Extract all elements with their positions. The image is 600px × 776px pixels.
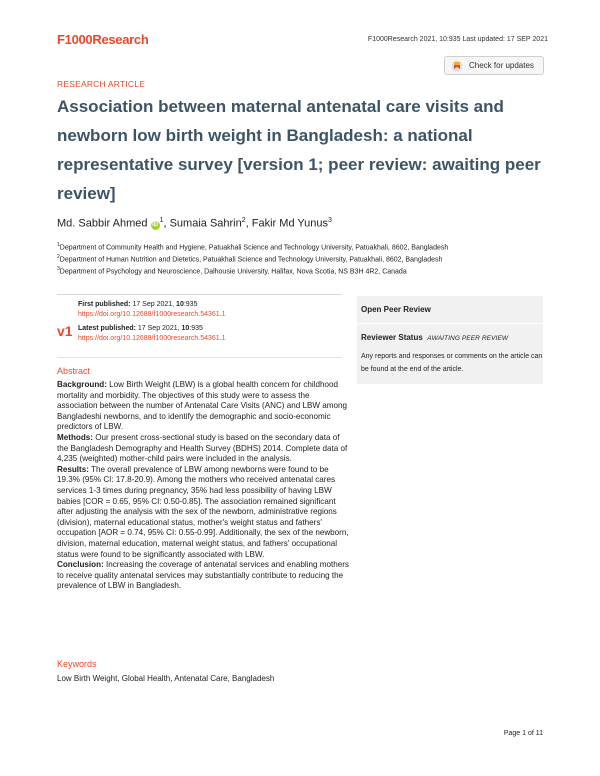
conclusion-label: Conclusion: — [57, 560, 104, 570]
reviewer-status-label: Reviewer Status — [361, 333, 423, 342]
affiliation-item — [57, 266, 407, 275]
first-published-row — [78, 300, 197, 310]
section-divider — [57, 294, 342, 295]
reviewer-status-value: AWAITING PEER REVIEW — [427, 335, 509, 342]
peer-review-note: Any reports and responses or comments on the article can be found at the end of the article. — [361, 353, 543, 373]
author-separator: , — [245, 217, 252, 230]
author-name[interactable]: Md. Sabbir Ahmed — [57, 217, 148, 230]
section-divider — [57, 357, 342, 358]
author-name[interactable]: Sumaia Sahrin — [169, 217, 242, 230]
abstract-results — [57, 465, 349, 560]
affiliation-number: 1 — [57, 242, 60, 248]
abstract-heading: Abstract — [57, 366, 91, 376]
latest-published-number: :935 — [189, 325, 203, 332]
affiliation-text: Department of Psychology and Neuroscience, Dalhousie University, Halifax, Nova Scotia, NS B3H 4R2, Canada — [59, 268, 407, 276]
results-text: The overall prevalence of LBW among newborns were found to be 19.3% (95% CI: 17.8-20.9). Among the mothers who received antenatal cares services 1-3 times during pregnancy, 35% had less possibility of having LBW babies [COR = 0.65, 95% CI: 0.50-0.85]. The association remained significant after adjusting the analysis with the sex of the newborn, administrative regions (division), maternal educational status, mother's weight status and fathers' occupation [AOR = 0.74, 95% CI: 0.55-0.99]. Additionally, the sex of the newborn, division, maternal education, maternal weight status, and fathers' occupational status were found to be significantly associated with LBW. — [57, 464, 349, 559]
check-for-updates-button[interactable] — [444, 56, 544, 75]
orcid-icon[interactable]: iD — [152, 221, 159, 228]
open-peer-review-title: Open Peer Review — [361, 305, 431, 314]
latest-published-date: 17 Sep 2021, — [135, 325, 182, 332]
methods-text: Our present cross-sectional study is based on the secondary data of the Bangladesh Demography and Health Survey (BDHS) 2014. Complete data of 4,235 (weighted) mother-child pairs were included in the analysis. — [57, 432, 348, 464]
keywords-heading: Keywords — [57, 659, 97, 669]
header-citation: F1000Research 2021, 10:935 Last updated: 17 SEP 2021 — [367, 36, 548, 43]
latest-published-volume: 10 — [181, 325, 190, 332]
methods-label: Methods: — [57, 432, 93, 442]
author-affil-number: 3 — [328, 217, 332, 224]
affiliation-number: 2 — [57, 254, 60, 260]
panel-divider — [357, 323, 543, 324]
background-label: Background: — [57, 380, 107, 389]
author-separator: , — [163, 217, 170, 230]
abstract-background — [57, 380, 349, 433]
check-for-updates-label: Check for updates — [469, 61, 534, 70]
affiliation-item — [57, 242, 448, 251]
results-label: Results: — [57, 464, 89, 474]
abstract-methods — [57, 433, 349, 465]
first-published-date: 17 Sep 2021, — [130, 301, 177, 308]
first-published-volume: 10 — [176, 301, 184, 308]
latest-published-doi-link[interactable]: https://doi.org/10.12688/f1000research.54361.1 — [78, 335, 226, 342]
crossmark-icon — [451, 60, 463, 72]
abstract-conclusion — [57, 560, 349, 592]
keywords-text: Low Birth Weight, Global Health, Antenatal Care, Bangladesh — [57, 674, 275, 683]
latest-published-row — [78, 324, 203, 334]
article-title: Association between maternal antenatal care visits and newborn low birth weight in Bangladesh: a national representative survey [version 1; peer review: awaiting peer review] — [57, 97, 541, 203]
page-number: Page 1 of 11 — [503, 730, 543, 737]
affiliation-item — [57, 254, 442, 263]
abstract-body — [57, 380, 349, 592]
author-affil-number: 2 — [241, 217, 246, 224]
reviewer-status — [361, 333, 508, 342]
first-published-label: First published: — [78, 301, 131, 308]
version-badge: v1 — [57, 323, 73, 339]
affiliation-number: 3 — [57, 266, 60, 272]
conclusion-text: Increasing the coverage of antenatal services and enabling mothers to receive quality antenatal services may substantially contribute to reducing the prevalence of LBW in Bangladesh. — [57, 560, 349, 591]
article-type-label: RESEARCH ARTICLE — [57, 79, 146, 89]
affiliation-text: Department of Community Health and Hygiene, Patuakhali Science and Technology University, Patuakhali, 8602, Bangladesh — [59, 244, 449, 252]
first-published-number: :935 — [183, 301, 198, 308]
author-name[interactable]: Fakir Md Yunus — [251, 217, 329, 230]
latest-published-label: Latest published: — [78, 325, 136, 332]
author-affil-number: 1 — [159, 217, 164, 224]
affiliation-text: Department of Human Nutrition and Dietetics, Patuakhali Science and Technology University, Patuakhali, 8602, Bangladesh — [59, 256, 443, 264]
background-text: Low Birth Weight (LBW) is a global health concern for childhood mortality and morbidity. The objectives of this study were to assess the association between the number of Antenatal Care Visits (ANC) and LBW among Bangladeshi newborns, and to identify the demographic and socio-economic predictors of LBW. — [57, 380, 348, 432]
journal-logo: F1000Research — [57, 32, 149, 47]
first-published-doi-link[interactable]: https://doi.org/10.12688/f1000research.54361.1 — [78, 311, 226, 318]
author-list — [57, 217, 332, 230]
